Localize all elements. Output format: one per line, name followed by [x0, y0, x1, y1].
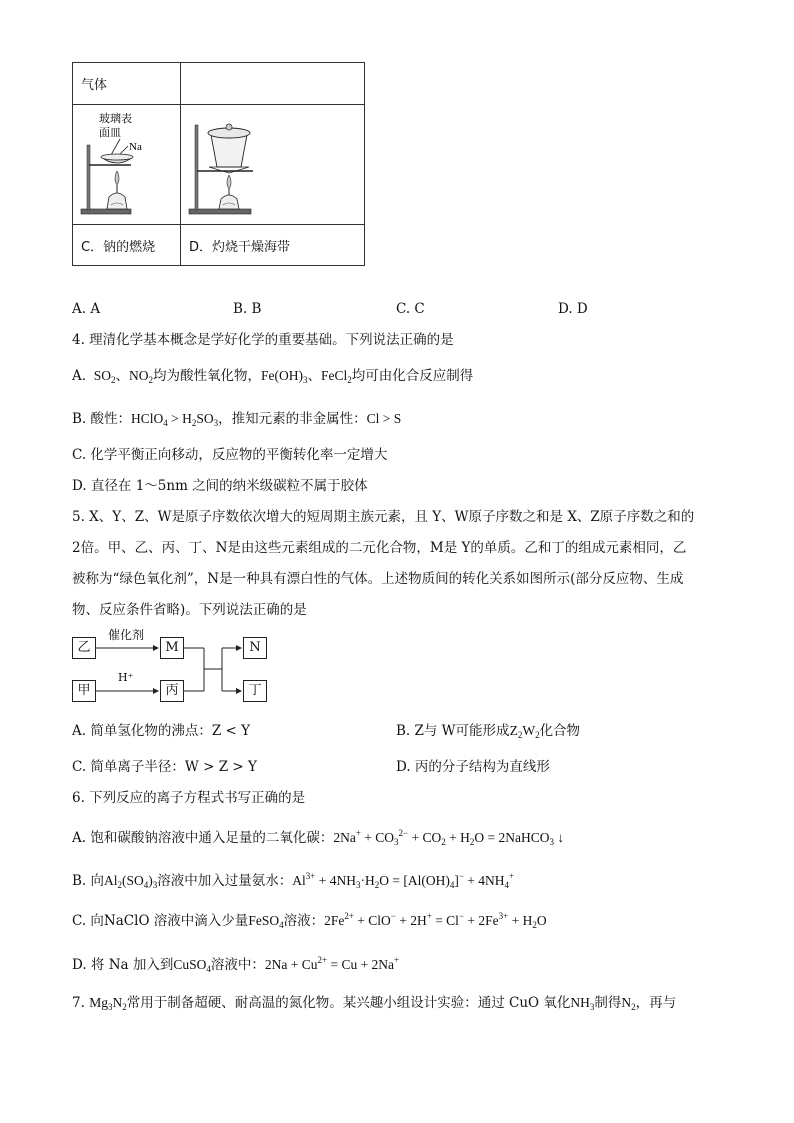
watch-glass-label-1: 玻璃表 — [99, 112, 132, 125]
node-jia: 甲 — [72, 680, 96, 702]
q5-option-c: C. 简单离子半径：W > Z > Y — [72, 759, 257, 775]
q3-option-b: B. B — [233, 301, 262, 317]
q4-stem: 4. 理清化学基本概念是学好化学的重要基础。下列说法正确的是 — [72, 332, 454, 348]
q4-option-d: D. 直径在 1～5nm 之间的纳米级碳粒不属于胶体 — [72, 478, 368, 494]
q5-option-b: B. Z与 W可能形成$Z_2W_2$化合物 — [396, 723, 581, 740]
gas-label: 气体 — [81, 78, 108, 93]
q6-option-c: C. 向NaClO 溶液中滴入少量FeSO$_4$溶液：$2Fe^{2+} + ClO^- + 2H^+ = Cl^- + 2Fe^{3+} + H_2O$ — [72, 911, 547, 930]
q6-option-a: A. 饱和碳酸钠溶液中通入足量的二氧化碳：$2Na^+ + CO_3^{2-} + CO_2 + H_2O$ = 2NaHCO$_3$ ↓ — [72, 828, 565, 847]
q5-option-a: A. 简单氢化物的沸点：Z < Y — [72, 723, 251, 739]
q4-option-b: B. 酸性：HClO$_4$ > $H_2SO_3$，推知元素的非金属性：Cl > S — [72, 411, 402, 428]
q4-option-a: A. $SO_2$、$NO_2$均为酸性氧化物，$Fe(OH)_3$、FeCl$_2$均可由化合反应制得 — [72, 368, 474, 385]
node-m: M — [160, 637, 184, 659]
q5-option-d: D. 丙的分子结构为直线形 — [396, 759, 550, 775]
q5-line-3: 被称为“绿色氧化剂”，N是一种具有漂白性的气体。上述物质间的转化关系如图所示(部分反应物、生成 — [72, 571, 684, 587]
caption-d: D．灼烧干燥海带 — [189, 239, 291, 255]
diagram-arrows — [0, 0, 300, 720]
q5-line-4: 物、反应条件省略)。下列说法正确的是 — [72, 602, 307, 618]
node-yi: 乙 — [72, 637, 96, 659]
q6-option-d: D. 将 Na 加入到CuSO$_4$溶液中：$2Na + Cu^{2+} = Cu + 2Na^+$ — [72, 955, 400, 974]
q3-option-d: D. D — [558, 301, 588, 317]
na-label: Na — [129, 141, 142, 153]
q7-stem: 7. $Mg_3N_2$常用于制备超硬、耐高温的氮化物。某兴趣小组设计实验：通过 CuO 氧化$NH_3$制得$N_2$，再与 — [72, 995, 677, 1012]
node-bing: 丙 — [160, 680, 184, 702]
q5-line-2: 2倍。甲、乙、丙、丁、N是由这些元素组成的二元化合物，M是 Y的单质。乙和丁的组成元素相同，乙 — [72, 540, 687, 556]
q6-option-b: B. 向$Al_2(SO_4)_3$溶液中加入过量氨水：$Al^{3+} + 4NH_3\cdot H_2O = [Al(OH)_4]^- + 4NH_4^+$ — [72, 871, 515, 890]
q6-stem: 6. 下列反应的离子方程式书写正确的是 — [72, 790, 306, 806]
q3-option-a: A. A — [72, 301, 101, 317]
q5-line-1: 5. X、Y、Z、W是原子序数依次增大的短周期主族元素，且 Y、W原子序数之和是 X、Z原子序数之和的 — [72, 509, 695, 525]
node-ding: 丁 — [243, 680, 267, 702]
catalyst-label: 催化剂 — [108, 628, 145, 642]
caption-c: C．钠的燃烧 — [81, 239, 156, 255]
node-n: N — [243, 637, 267, 659]
q4-option-c: C. 化学平衡正向移动，反应物的平衡转化率一定增大 — [72, 447, 388, 463]
h-plus-label: H⁺ — [118, 671, 134, 684]
q3-option-c: C. C — [396, 301, 425, 317]
watch-glass-label-2: 面皿 — [99, 126, 121, 139]
